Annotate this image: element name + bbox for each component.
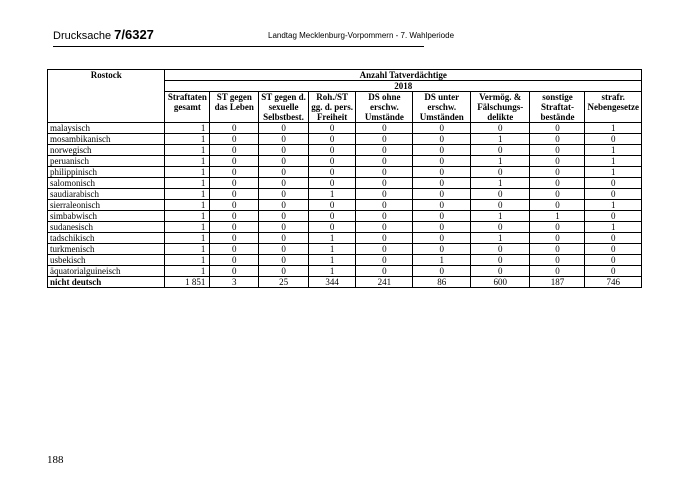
value-cell: 0 [259,222,309,233]
value-cell: 241 [356,277,413,288]
value-cell: 0 [308,178,355,189]
value-cell: 0 [210,200,259,211]
nationality-cell: malaysisch [48,123,165,134]
table-row [48,178,642,189]
value-cell: 0 [585,233,642,244]
value-cell: 0 [308,200,355,211]
value-cell: 1 [165,266,210,277]
value-cell: 1 [530,211,585,222]
value-cell: 0 [413,222,470,233]
value-cell: 1 [585,145,642,156]
value-cell: 0 [470,189,529,200]
value-cell: 0 [259,134,309,145]
value-cell: 0 [530,156,585,167]
nationality-cell: äquatorialguineisch [48,266,165,277]
value-cell: 1 [470,233,529,244]
value-cell: 1 [165,255,210,266]
value-cell: 0 [470,266,529,277]
value-cell: 1 [308,189,355,200]
nationality-cell: nicht deutsch [48,277,165,288]
value-cell: 0 [585,211,642,222]
value-cell: 0 [308,134,355,145]
value-cell: 344 [308,277,355,288]
value-cell: 0 [210,189,259,200]
value-cell: 0 [259,189,309,200]
value-cell: 0 [530,233,585,244]
value-cell: 0 [530,134,585,145]
value-cell: 0 [413,156,470,167]
column-header: strafr. Nebengesetze [585,92,642,123]
value-cell: 1 [470,178,529,189]
value-cell: 0 [210,244,259,255]
value-cell: 600 [470,277,529,288]
value-cell: 0 [413,123,470,134]
value-cell: 0 [470,255,529,266]
column-header: Straftaten gesamt [165,92,210,123]
value-cell: 0 [413,266,470,277]
value-cell: 0 [470,145,529,156]
nationality-cell: norwegisch [48,145,165,156]
value-cell: 0 [210,156,259,167]
column-header: Roh./ST gg. d. pers. Freiheit [308,92,355,123]
value-cell: 86 [413,277,470,288]
value-cell: 0 [585,189,642,200]
column-header: ST gegen d. sexuelle Selbstbest. [259,92,309,123]
value-cell: 0 [259,233,309,244]
value-cell: 0 [210,134,259,145]
table-row [48,200,642,211]
value-cell: 0 [259,156,309,167]
table-row [48,255,642,266]
table-row [48,134,642,145]
value-cell: 1 [165,200,210,211]
parliament-header: Landtag Mecklenburg-Vorpommern - 7. Wahlperiode [268,31,455,40]
value-cell: 746 [585,277,642,288]
value-cell: 0 [530,167,585,178]
table-row [48,222,642,233]
value-cell: 1 [165,156,210,167]
value-cell: 0 [356,222,413,233]
value-cell: 1 [165,178,210,189]
value-cell: 0 [308,123,355,134]
nationality-cell: usbekisch [48,255,165,266]
nationality-cell: philippinisch [48,167,165,178]
table-row [48,211,642,222]
value-cell: 1 [470,211,529,222]
table-row [48,156,642,167]
value-cell: 0 [308,211,355,222]
value-cell: 0 [585,134,642,145]
value-cell: 0 [308,156,355,167]
value-cell: 0 [210,222,259,233]
table-row [48,167,642,178]
value-cell: 0 [356,145,413,156]
value-cell: 0 [356,244,413,255]
column-header: DS unter erschw. Umständen [413,92,470,123]
value-cell: 0 [356,266,413,277]
value-cell: 0 [530,266,585,277]
value-cell: 0 [356,233,413,244]
value-cell: 0 [259,200,309,211]
value-cell: 1 [165,145,210,156]
region-header: Rostock [48,70,165,123]
value-cell: 0 [308,145,355,156]
value-cell: 0 [356,189,413,200]
value-cell: 0 [585,244,642,255]
value-cell: 0 [210,266,259,277]
value-cell: 0 [413,178,470,189]
nationality-cell: sierraleonisch [48,200,165,211]
value-cell: 1 [165,134,210,145]
column-header: ST gegen das Leben [210,92,259,123]
nationality-cell: sudanesisch [48,222,165,233]
value-cell: 0 [259,211,309,222]
value-cell: 0 [470,222,529,233]
value-cell: 0 [259,123,309,134]
value-cell: 0 [210,178,259,189]
value-cell: 0 [259,145,309,156]
column-header: DS ohne erschw. Umstände [356,92,413,123]
table-row [48,233,642,244]
value-cell: 0 [530,123,585,134]
nationality-cell: simbabwisch [48,211,165,222]
value-cell: 3 [210,277,259,288]
value-cell: 0 [356,178,413,189]
value-cell: 0 [210,145,259,156]
document-prefix: Drucksache [53,30,112,42]
nationality-cell: mosambikanisch [48,134,165,145]
value-cell: 1 [308,244,355,255]
value-cell: 0 [413,233,470,244]
value-cell: 0 [530,145,585,156]
table-row [48,123,642,134]
value-cell: 0 [470,123,529,134]
value-cell: 0 [210,233,259,244]
value-cell: 1 [308,266,355,277]
page-number: 188 [47,454,64,466]
value-cell: 0 [259,178,309,189]
value-cell: 1 [470,134,529,145]
nationality-cell: peruanisch [48,156,165,167]
value-cell: 0 [259,167,309,178]
value-cell: 1 [585,123,642,134]
value-cell: 1 [308,255,355,266]
value-cell: 1 851 [165,277,210,288]
nationality-cell: saudiarabisch [48,189,165,200]
value-cell: 0 [259,266,309,277]
value-cell: 1 [165,233,210,244]
value-cell: 0 [356,211,413,222]
value-cell: 0 [530,189,585,200]
value-cell: 0 [259,244,309,255]
value-cell: 1 [165,123,210,134]
document-number: 7/6327 [114,27,154,42]
value-cell: 0 [413,189,470,200]
value-cell: 1 [585,222,642,233]
value-cell: 0 [210,167,259,178]
value-cell: 1 [165,189,210,200]
group-header: Anzahl Tatverdächtige [165,70,642,81]
statistics-table [47,69,642,288]
value-cell: 0 [413,167,470,178]
value-cell: 1 [165,167,210,178]
value-cell: 0 [356,200,413,211]
table-row [48,145,642,156]
value-cell: 187 [530,277,585,288]
value-cell: 0 [356,123,413,134]
value-cell: 0 [210,211,259,222]
value-cell: 1 [470,156,529,167]
value-cell: 0 [530,244,585,255]
column-header: Vermög. & Fälschungs-delikte [470,92,529,123]
nationality-cell: turkmenisch [48,244,165,255]
table-row [48,266,642,277]
value-cell: 0 [413,200,470,211]
value-cell: 0 [356,134,413,145]
value-cell: 0 [530,200,585,211]
total-row [48,277,642,288]
value-cell: 0 [413,244,470,255]
value-cell: 0 [210,123,259,134]
value-cell: 0 [210,255,259,266]
value-cell: 1 [413,255,470,266]
value-cell: 0 [585,178,642,189]
value-cell: 1 [585,200,642,211]
nationality-cell: tadschikisch [48,233,165,244]
value-cell: 0 [530,178,585,189]
value-cell: 0 [356,255,413,266]
value-cell: 0 [413,211,470,222]
value-cell: 0 [470,244,529,255]
value-cell: 0 [413,145,470,156]
value-cell: 0 [530,222,585,233]
value-cell: 0 [356,156,413,167]
value-cell: 0 [585,266,642,277]
table-row [48,244,642,255]
value-cell: 25 [259,277,309,288]
value-cell: 0 [470,167,529,178]
year-header: 2018 [165,81,642,92]
value-cell: 1 [165,222,210,233]
table-row [48,189,642,200]
value-cell: 0 [470,200,529,211]
value-cell: 0 [585,255,642,266]
header-rule [53,46,424,47]
value-cell: 0 [308,167,355,178]
value-cell: 1 [165,211,210,222]
value-cell: 0 [356,167,413,178]
value-cell: 1 [585,156,642,167]
value-cell: 0 [308,222,355,233]
value-cell: 1 [165,244,210,255]
document-id [53,27,154,42]
value-cell: 0 [530,255,585,266]
column-header: sonstige Straftat-bestände [530,92,585,123]
nationality-cell: salomonisch [48,178,165,189]
value-cell: 0 [413,134,470,145]
value-cell: 0 [259,255,309,266]
value-cell: 1 [585,167,642,178]
value-cell: 1 [308,233,355,244]
